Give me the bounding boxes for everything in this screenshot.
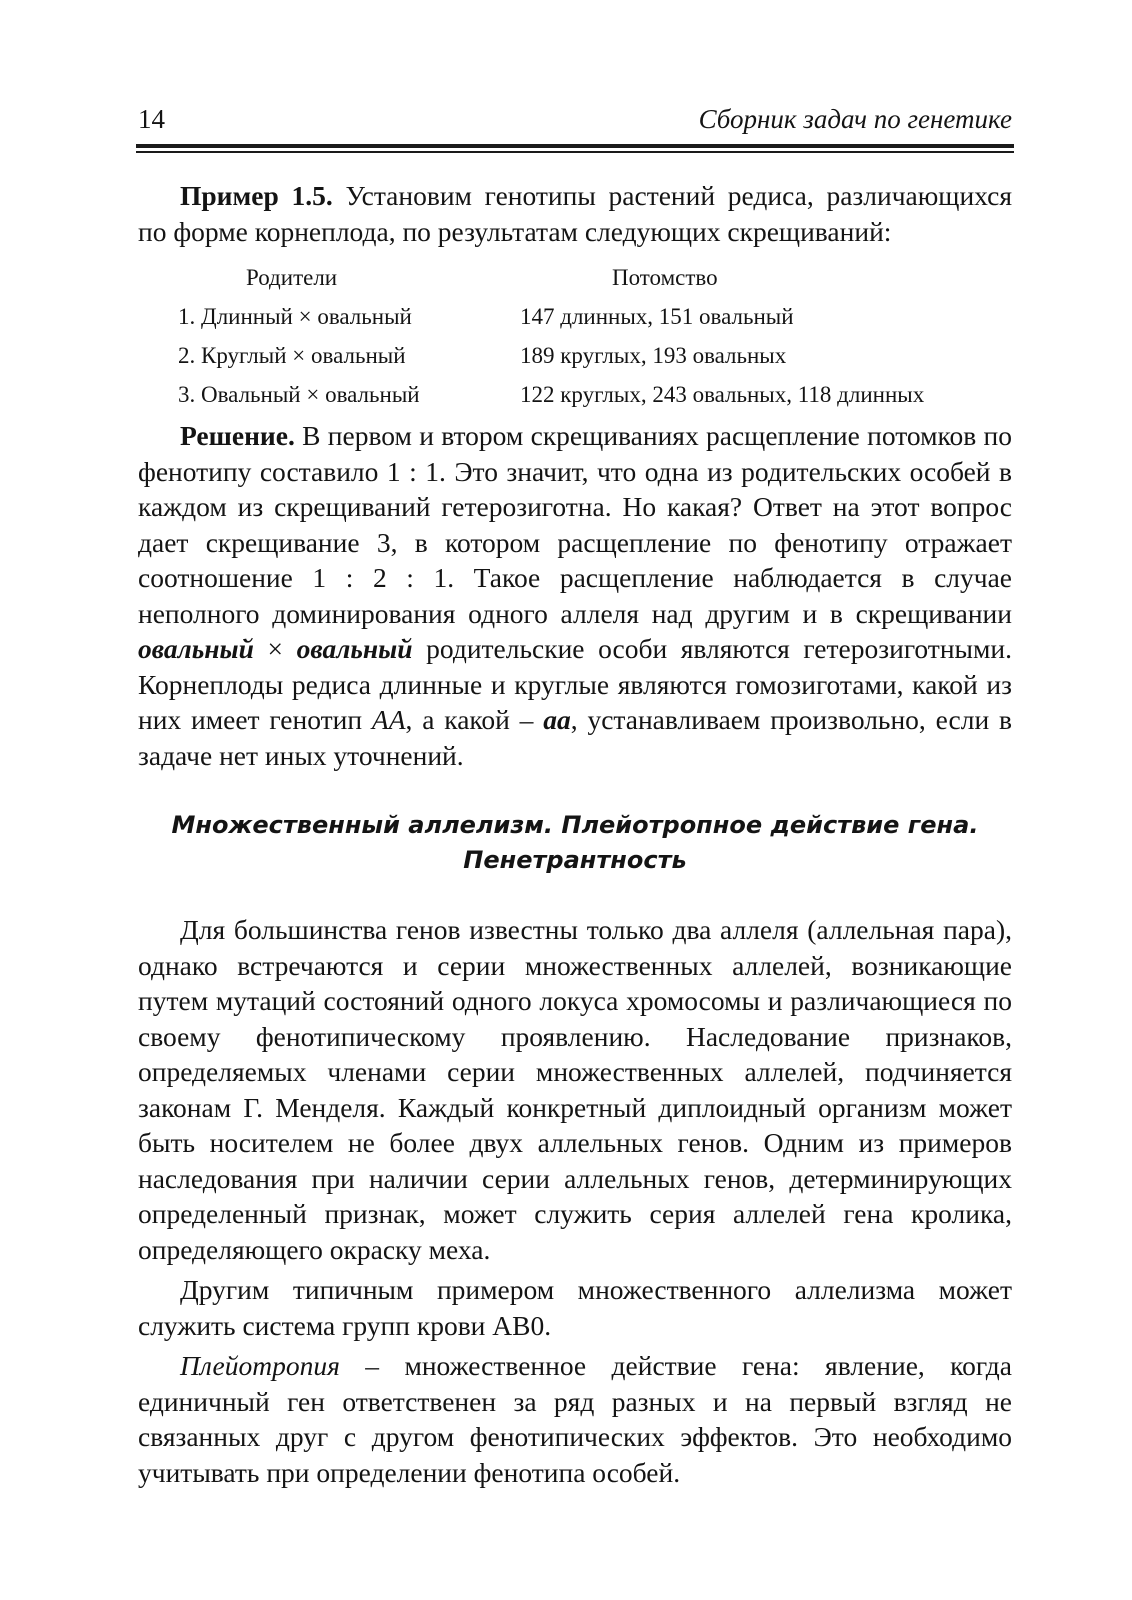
header-rule-thick	[136, 144, 1014, 148]
header-rule-thin	[136, 151, 1014, 153]
header-parents: Родители	[246, 265, 338, 290]
table-row	[178, 297, 1008, 336]
solution-block	[138, 418, 1012, 773]
solution-text-5: , устанавливаем произвольно, если в задаче нет иных уточнений.	[138, 704, 1012, 771]
solution-text-2: ×	[253, 633, 297, 664]
example-paragraph	[138, 178, 1012, 249]
cross-parents: 2. Круглый × овальный	[178, 343, 406, 368]
solution-text-1: В первом и втором скрещиваниях расщепление потомков по фенотипу составило 1 : 1. Это значит, что одна из родительских особей в каждом из скрещиваний гетерозиготна. Но какая? Ответ на этот вопрос дает скрещивание 3, в котором расщепление по фенотипу отражает соотношение 1 : 2 : 1. Такое расщепление наблюдается в случае неполного доминирования одного аллеля над другим и в скрещивании	[138, 420, 1012, 629]
page-number: 14	[138, 104, 165, 134]
solution-text-3: родительские особи являются гетерозиготными. Корнеплоды редиса длинные и круглые являются гомозиготами, какой из них имеет генотип	[138, 633, 1013, 735]
solution-lead: Решение.	[180, 420, 295, 451]
pleiotropy-term: Плейотропия	[180, 1350, 340, 1381]
section-title	[138, 808, 1012, 878]
cross-offspring: 189 круглых, 193 овальных	[520, 343, 787, 368]
example-lead: Пример 1.5.	[180, 180, 333, 211]
example-text: Установим генотипы растений редиса, различающихся по форме корнеплода, по результатам следующих скрещиваний:	[138, 180, 1012, 247]
genotype-dominant: АА	[371, 704, 406, 735]
section-title-line-1: Множественный аллелизм. Плейотропное действие гена.	[171, 811, 979, 839]
pleiotropy-text: – множественное действие гена: явление, когда единичный ген ответственен за ряд разных и на первый взгляд не связанных друг с другом фенотипических эффектов. Это необходимо учитывать при определении фенотипа особей.	[138, 1350, 1012, 1488]
crosses-header-row	[178, 258, 1008, 297]
solution-emph-1: овальный	[138, 633, 254, 664]
solution-paragraph	[138, 418, 1012, 773]
body-block	[138, 912, 1012, 1490]
genotype-recessive: аа	[543, 704, 571, 735]
cross-offspring: 122 круглых, 243 овальных, 118 длинных	[520, 382, 925, 407]
cross-parents: 1. Длинный × овальный	[178, 304, 412, 329]
section-title-line-2: Пенетрантность	[463, 846, 687, 874]
paragraph-multiple-alleles: Для большинства генов известны только два аллеля (аллельная пара), однако встречаются и серии множественных аллелей, возникающие путем мутаций состояний одного локуса хромосомы и различающиеся по своему фенотипическому проявлению. Наследование признаков, определяемых членами серии множественных аллелей, подчиняется законам Г. Менделя. Каждый конкретный диплоидный организм может быть носителем не более двух аллельных генов. Одним из примеров наследования при наличии серии аллельных генов, детерминирующих определенный признак, может служить серия аллелей гена кролика, определяющего окраску меха.	[138, 914, 1012, 1265]
solution-text-4: , а какой –	[405, 704, 544, 735]
table-row	[178, 375, 1008, 414]
solution-emph-2: овальный	[296, 633, 413, 664]
crosses-table	[178, 258, 1008, 414]
cross-parents: 3. Овальный × овальный	[178, 382, 420, 407]
example-block	[138, 178, 1012, 249]
running-title: Сборник задач по генетике	[698, 104, 1012, 134]
table-row	[178, 336, 1008, 375]
header-offspring: Потомство	[612, 265, 718, 290]
paragraph-blood-groups: Другим типичным примером множественного аллелизма может служить система групп крови АВ0.	[138, 1274, 1012, 1341]
paragraph-pleiotropy	[138, 1348, 1012, 1490]
page-header	[138, 100, 1012, 140]
cross-offspring: 147 длинных, 151 овальный	[520, 304, 794, 329]
